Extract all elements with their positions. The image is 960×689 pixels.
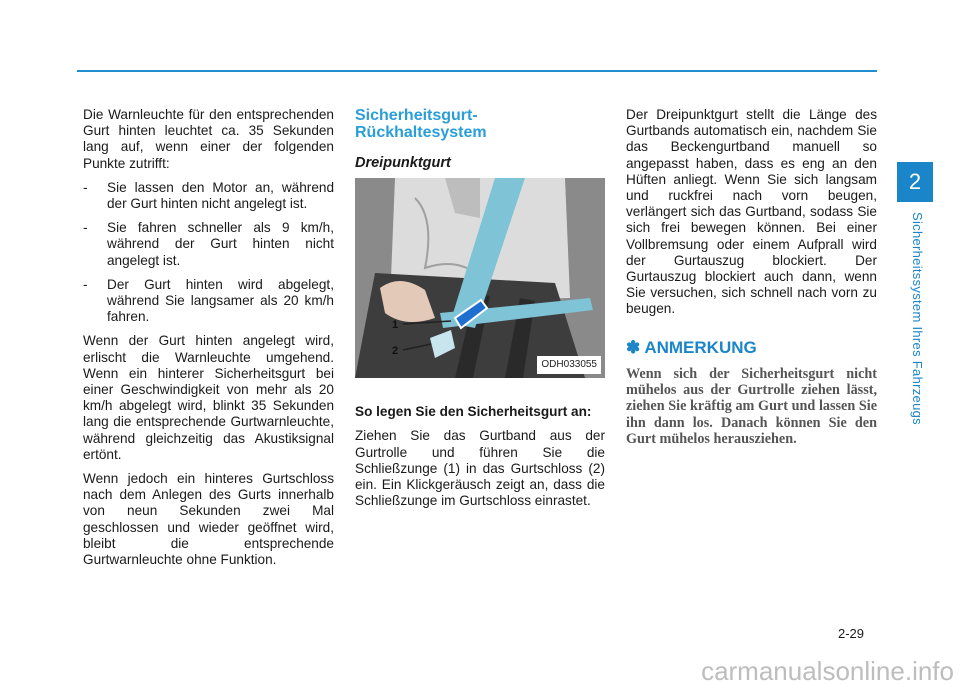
paragraph-buckle-exception: Wenn jedoch ein hinteres Gurtschloss nach dem Anlegen des Gurts innerhalb von neun Sekunden zwei Mal geschlossen und wieder geöffnet wird, bleibt die entsprechende Gurtwarnleuchte ohne Funktion. xyxy=(83,471,334,568)
dash-bullet: - xyxy=(83,179,88,195)
intro-paragraph: Die Warnleuchte für den entsprechenden Gurt hinten leuchtet ca. 35 Sekunden lang auf, wenn einer der folgenden Punkte zutrifft: xyxy=(83,107,334,171)
subsection-title: Dreipunktgurt xyxy=(355,155,451,171)
figure-label-1: 1 xyxy=(392,319,399,332)
section-title-line-2: Rückhaltesystem xyxy=(355,124,487,141)
page-number: 2-29 xyxy=(838,626,865,641)
condition-list xyxy=(83,180,334,326)
column-3 xyxy=(626,107,877,455)
column-2 xyxy=(355,107,605,517)
list-item: - Der Gurt hinten wird abgelegt, während Sie langsamer als 20 km/h fahren. xyxy=(83,276,334,325)
list-item: - Sie lassen den Motor an, während der Gurt hinten nicht angelegt ist. xyxy=(83,179,334,212)
section-title xyxy=(355,107,605,141)
paragraph-warning-off: Wenn der Gurt hinten angelegt wird, erlischt die Warnleuchte umgehend. Wenn ein hinterer Sicherheitsgurt bei einer Geschwindigkeit von mehr als 20 km/h abgelegt wird, blinkt 35 Sekunden lang die entsprechende Gurtwarnleuchte, während gleichzeitig das Akustiksignal ertönt. xyxy=(83,333,334,462)
header-rule xyxy=(77,70,877,72)
list-item: - Sie fahren schneller als 9 km/h, während der Gurt hinten nicht angelegt ist. xyxy=(83,220,334,268)
chapter-title: Sicherheitssystem Ihres Fahrzeugs xyxy=(910,212,925,425)
howto-paragraph: Ziehen Sie das Gurtband aus der Gurtrolle und führen Sie die Schließzunge (1) in das Gurtschloss (2) ein. Ein Klickgeräusch zeigt an, dass die Schließzunge im Gurtschloss einrastet. xyxy=(355,428,605,509)
section-title-line-1: Sicherheitsgurt- xyxy=(355,107,478,124)
note-body: Wenn sich der Sicherheitsgurt nicht mühelos aus der Gurtrolle ziehen lässt, ziehen Sie kräftig am Gurt und lassen Sie ihn dann los. Danach können Sie den Gurt mühelos herausziehen. xyxy=(626,365,877,448)
chapter-number-tab: 2 xyxy=(897,162,933,202)
watermark: carmanualsonline.info xyxy=(701,656,954,686)
figure-label-2: 2 xyxy=(392,345,399,358)
figure-code: ODH033055 xyxy=(537,356,601,374)
dash-bullet: - xyxy=(83,276,88,292)
column-1 xyxy=(83,107,334,576)
howto-heading: So legen Sie den Sicherheitsgurt an: xyxy=(355,404,592,420)
seatbelt-illustration xyxy=(355,178,605,378)
note-heading: ✽ ANMERKUNG xyxy=(626,337,757,357)
three-point-belt-paragraph: Der Dreipunktgurt stellt die Länge des Gurtbands automatisch ein, nachdem Sie das Beckengurtband manuell so angepasst haben, dass es eng an den Hüften anliegt. Wenn Sie sich langsam und ruckfrei nach vorn beugen, verlängert sich das Gurtband, sodass Sie sich frei bewegen können. Bei einer Vollbremsung oder einem Aufprall wird der Gurtauszug blockiert. Der Gurtauszug blockiert auch dann, wenn Sie versuchen, sich schnell nach vorn zu beugen. xyxy=(626,107,877,317)
seatbelt-figure xyxy=(355,178,605,378)
dash-bullet: - xyxy=(83,220,88,236)
